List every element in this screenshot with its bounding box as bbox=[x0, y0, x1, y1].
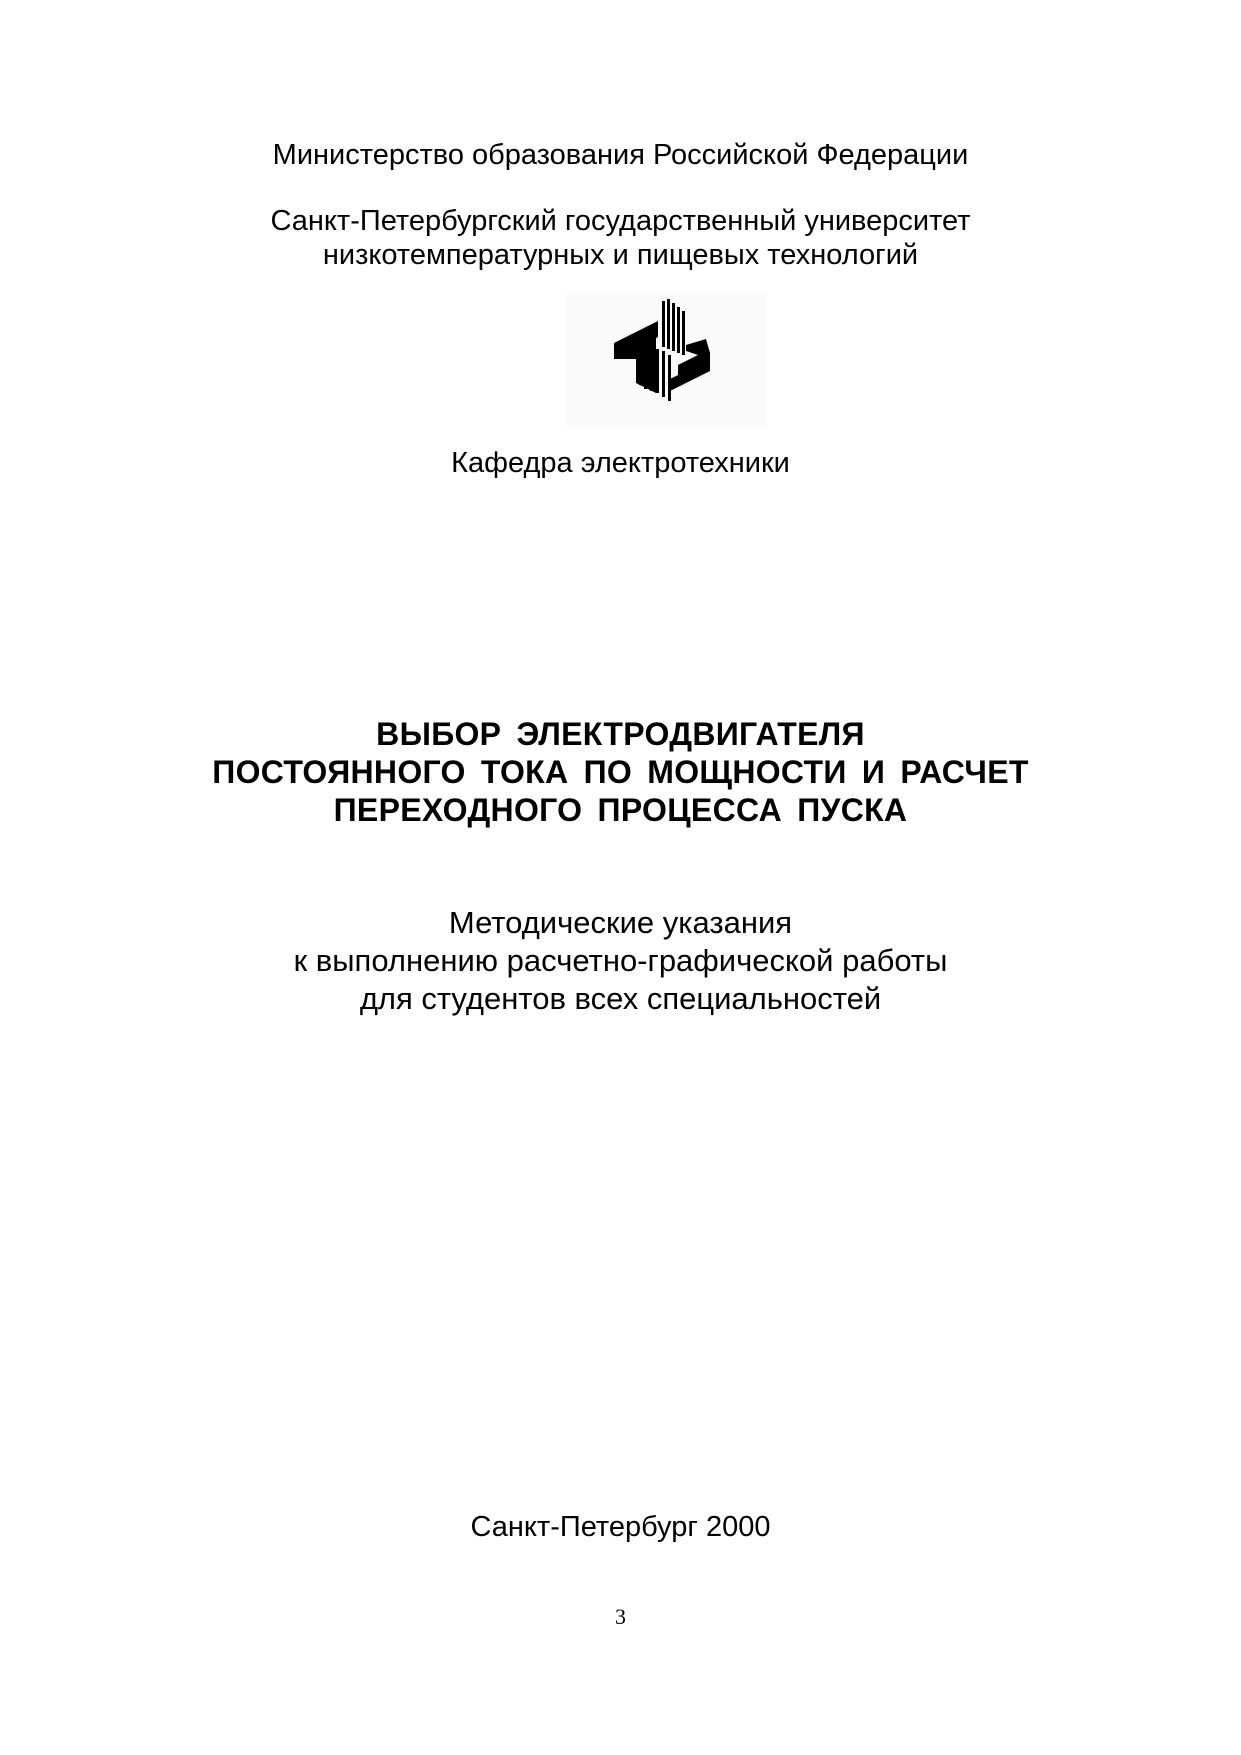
document-title-line-2: ПОСТОЯННОГО ТОКА ПО МОЩНОСТИ И РАСЧЕТ bbox=[212, 754, 1029, 790]
page-number: 3 bbox=[615, 1604, 626, 1629]
imprint-city-year: Санкт-Петербург 2000 bbox=[470, 1511, 771, 1543]
department-name: Кафедра электротехники bbox=[451, 447, 790, 479]
document-title-line-3: ПЕРЕХОДНОГО ПРОЦЕССА ПУСКА bbox=[333, 792, 908, 828]
subtitle-line-2: к выполнению расчетно-графической работы bbox=[293, 943, 948, 978]
ministry-line: Министерство образования Российской Федерации bbox=[272, 139, 969, 171]
subtitle-line-3: для студентов всех специальностей bbox=[359, 981, 882, 1016]
document-title-line-1: ВЫБОР ЭЛЕКТРОДВИГАТЕЛЯ bbox=[376, 716, 865, 752]
subtitle-line-1: Методические указания bbox=[448, 905, 793, 940]
university-line-1: Санкт-Петербургский государственный университет bbox=[270, 205, 971, 237]
university-line-2: низкотемпературных и пищевых технологий bbox=[322, 239, 919, 271]
university-emblem-icon bbox=[566, 293, 766, 427]
